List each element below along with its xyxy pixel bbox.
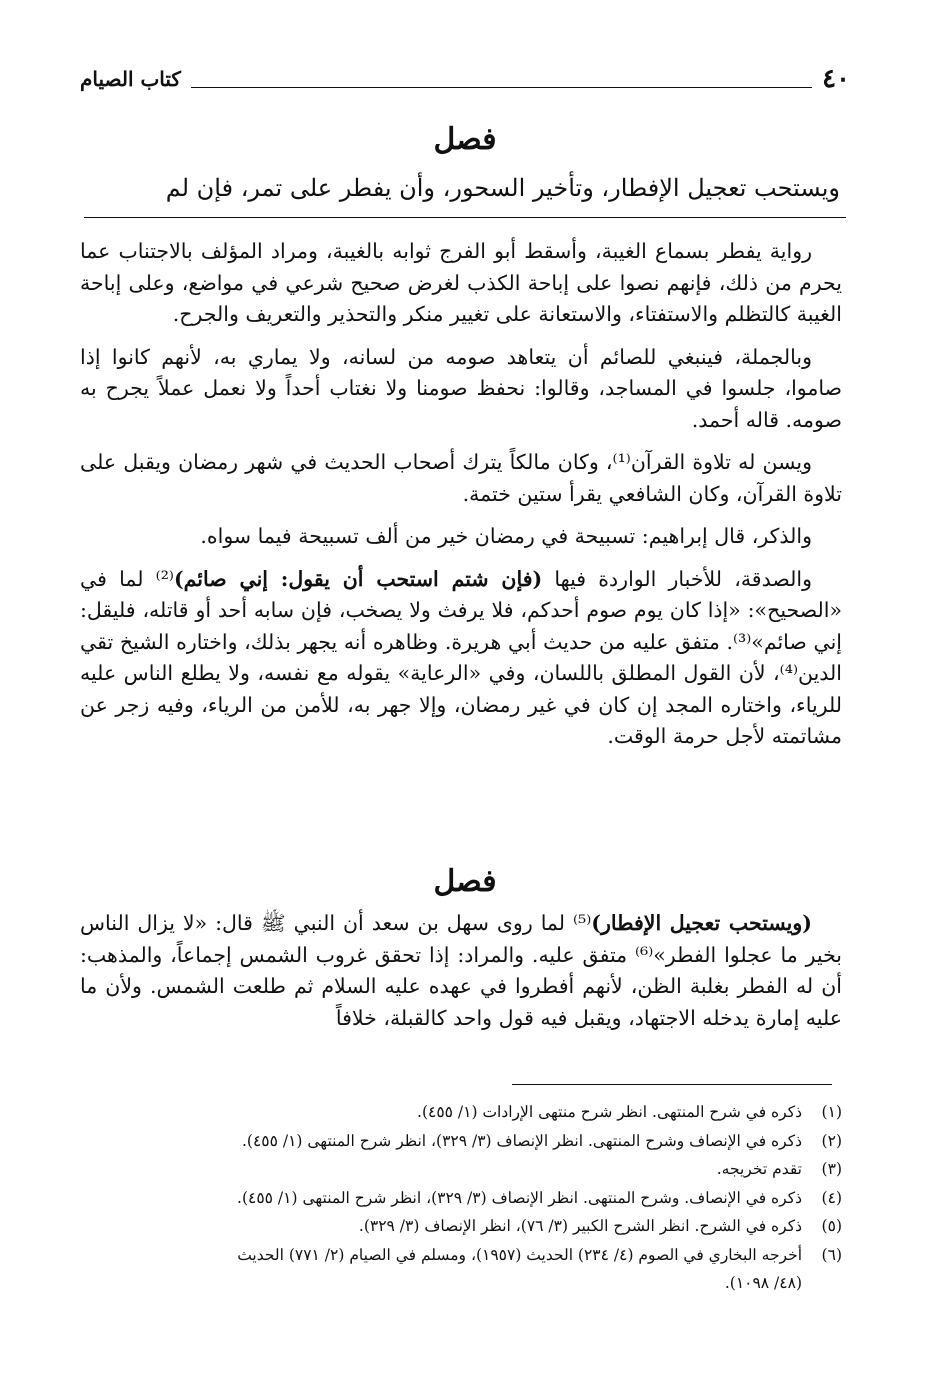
matn-text: ويستحب تعجيل الإفطار، وتأخير السحور، وأن يفطر على تمر، فإن لم bbox=[165, 174, 840, 202]
paragraph-text: والصدقة، للأخبار الواردة فيها bbox=[554, 566, 812, 591]
footnote-number: (١) bbox=[821, 1103, 842, 1121]
header-rule bbox=[191, 87, 812, 88]
matn-quote: (فإن شتم استحب أن يقول: إني صائم) bbox=[173, 566, 543, 591]
section-heading: فصل bbox=[433, 864, 497, 899]
commentary-text bbox=[80, 908, 842, 1034]
footnote-rule bbox=[512, 1084, 832, 1085]
matn-separator bbox=[84, 217, 846, 218]
section-heading: فصل bbox=[433, 122, 497, 157]
footnote bbox=[80, 1184, 842, 1213]
footnote bbox=[80, 1098, 842, 1127]
footnote-number: (٣) bbox=[821, 1160, 842, 1178]
footnotes bbox=[80, 1098, 842, 1298]
commentary-text bbox=[80, 236, 842, 764]
paragraph bbox=[80, 908, 842, 1034]
footnote-text: ذكره في شرح المنتهى. انظر شرح منتهى الإرادات (١/ ٤٥٥). bbox=[417, 1103, 802, 1121]
footnote-text: ذكره في الشرح. انظر الشرح الكبير (٣/ ٧٦)، انظر الإنصاف (٣/ ٣٢٩). bbox=[358, 1217, 802, 1235]
footnote-number: (٢) bbox=[821, 1131, 842, 1150]
page-number: ٤٠ bbox=[822, 64, 850, 94]
paragraph: رواية يفطر بسماع الغيبة، وأسقط أبو الفرج ثوابه بالغيبة، ومراد المؤلف بالاجتناب عما يحرم من ذلك، فإنهم نصوا على إباحة الكذب لغرض صحيح شرعي في مواضع، وعلى إباحة الغيبة كالتظلم والاستفتاء، والاستعانة على تغيير منكر والتحذير والتعريف والجرح. bbox=[80, 239, 842, 326]
footnote-number: (٥) bbox=[821, 1217, 842, 1235]
footnote-ref: ⁽²⁾ bbox=[155, 566, 174, 591]
paragraph-text: لما في «الصحيح»: «إذا كان يوم صوم أحدكم، فلا يرفث ولا يصخب، فإن سابه أحد أو قاتله، فليقل: إني صائم»⁽³⁾. متفق عليه من حديث أبي هريرة. وظاهره أنه يجهر بذلك، واختاره الشيخ تقي الدين⁽⁴⁾، لأن القول المطلق باللسان، وفي «الرعاية» يقوله مع نفسه، ولا يطلع الناس عليه للرياء، واختاره المجد إن كان في غير رمضان، وإلا جهر به، للأمن من الرياء، وفيه زجر عن مشاتمته لأجل حرمة الوقت. bbox=[80, 566, 842, 748]
footnote-number: (٤) bbox=[821, 1188, 842, 1207]
footnote-text: ذكره في الإنصاف وشرح المنتهى. انظر الإنصاف (٣/ ٣٢٩)، انظر شرح المنتهى (١/ ٤٥٥). bbox=[241, 1131, 802, 1150]
footnote-text: تقدم تخريجه. bbox=[716, 1160, 802, 1178]
paragraph-text: ⁽⁵⁾ لما روى سهل بن سعد أن النبي ﷺ قال: «لا يزال الناس بخير ما عجلوا الفطر»⁽⁶⁾ متفق عليه. والمراد: إذا تحقق غروب الشمس إجماعاً، والمذهب: أن له الفطر بغلبة الظن، لأنهم أفطروا في عهده عليه السلام ثم طلعت الشمس. ولأن ما عليه إمارة يدخله الاجتهاد، ويقبل فيه قول واحد كالقبلة، خلافاً bbox=[80, 911, 843, 1030]
footnote bbox=[80, 1155, 842, 1184]
footnote-number: (٦) bbox=[821, 1245, 842, 1264]
paragraph bbox=[80, 564, 842, 753]
paragraph: وبالجملة، فينبغي للصائم أن يتعاهد صومه من لسانه، ولا يماري به، لأنهم كانوا إذا صاموا، جلسوا في المساجد، وقالوا: نحفظ صومنا ولا نغتاب أحداً ولا نعمل عملاً يجرح به صومه. قاله أحمد. bbox=[80, 344, 842, 432]
paragraph: والذكر، قال إبراهيم: تسبيحة في رمضان خير من ألف تسبيحة فيما سواه. bbox=[200, 524, 812, 548]
footnote-text: أخرجه البخاري في الصوم (٤/ ٢٣٤) الحديث (١٩٥٧)، ومسلم في الصيام (٢/ ٧٧١) الحديث bbox=[237, 1245, 802, 1264]
running-title: كتاب الصيام bbox=[80, 67, 181, 91]
matn-quote: (ويستحب تعجيل الإفطار) bbox=[591, 911, 812, 935]
page-header bbox=[80, 58, 850, 94]
footnote-continuation: (٤٨/ ١٠٩٨). bbox=[724, 1274, 802, 1292]
footnote bbox=[80, 1241, 842, 1270]
footnote bbox=[80, 1212, 842, 1241]
footnote-text: ذكره في الإنصاف. وشرح المنتهى. انظر الإنصاف (٣/ ٣٢٩)، انظر شرح المنتهى (١/ ٤٥٥). bbox=[237, 1188, 802, 1207]
paragraph: ويسن له تلاوة القرآن⁽¹⁾، وكان مالكاً يترك أصحاب الحديث في شهر رمضان ويقبل على تلاوة القرآن، وكان الشافعي يقرأ ستين ختمة. bbox=[80, 450, 842, 506]
footnote bbox=[80, 1127, 842, 1156]
